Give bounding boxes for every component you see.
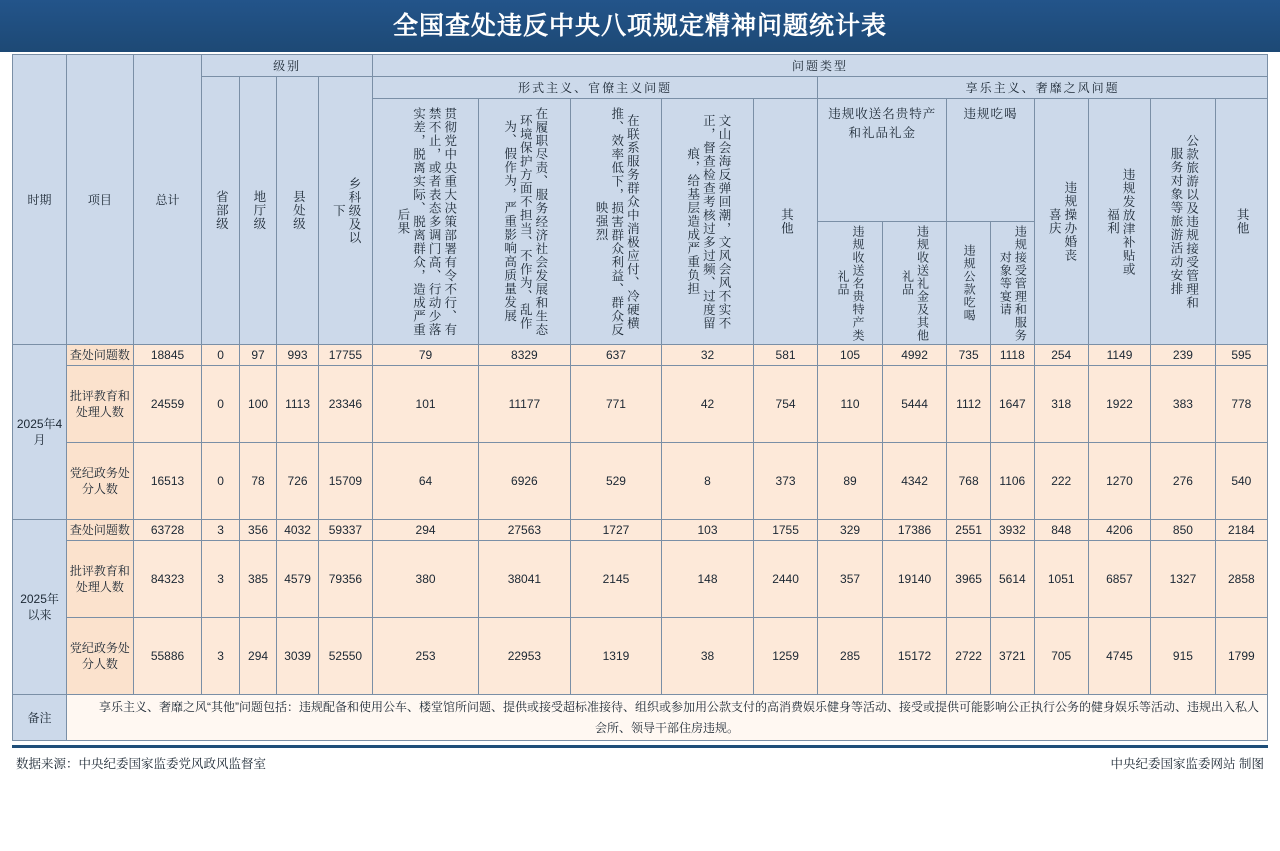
th-level-2: 县处级: [277, 77, 319, 345]
th-hedonism-5: 其他: [1215, 99, 1267, 345]
cell: 222: [1034, 443, 1088, 520]
cell: 294: [239, 618, 276, 695]
cell: 23346: [318, 366, 372, 443]
cell: 38041: [479, 541, 571, 618]
row-period-label: 2025年4月: [13, 345, 67, 520]
th-hedonism-1: 违规吃喝: [947, 99, 1034, 222]
cell: 22953: [479, 618, 571, 695]
cell: 103: [662, 520, 754, 541]
cell: 848: [1034, 520, 1088, 541]
page-title: 全国查处违反中央八项规定精神问题统计表: [0, 0, 1280, 54]
th-gift-sub-1: 违规收送礼金及其他礼品: [882, 222, 947, 345]
note-row: [13, 695, 1268, 741]
cell: 3: [202, 520, 239, 541]
cell: 2440: [753, 541, 818, 618]
cell: 55886: [133, 618, 202, 695]
th-formalism-3: 文山会海反弹回潮，文风会风不实不正，督查检查考核过多过频、过度留痕，给基层造成严重负担: [662, 99, 754, 345]
cell: 318: [1034, 366, 1088, 443]
th-level-3: 乡科级及以下: [318, 77, 372, 345]
table-row: [13, 618, 1268, 695]
cell: 97: [239, 345, 276, 366]
cell: 4745: [1088, 618, 1150, 695]
th-problem-type-group: 问题类型: [372, 55, 1267, 77]
cell: 373: [753, 443, 818, 520]
cell: 27563: [479, 520, 571, 541]
cell: 101: [372, 366, 478, 443]
th-level-0: 省部级: [202, 77, 239, 345]
cell: 63728: [133, 520, 202, 541]
cell: 357: [818, 541, 883, 618]
cell: 540: [1215, 443, 1267, 520]
cell: 294: [372, 520, 478, 541]
table-row: [13, 366, 1268, 443]
table-row: [13, 443, 1268, 520]
cell: 1799: [1215, 618, 1267, 695]
cell: 637: [570, 345, 662, 366]
cell: 771: [570, 366, 662, 443]
header-row-1: [13, 55, 1268, 77]
cell: 1327: [1151, 541, 1216, 618]
cell: 0: [202, 345, 239, 366]
cell: 529: [570, 443, 662, 520]
table-row: [13, 520, 1268, 541]
cell: 11177: [479, 366, 571, 443]
cell: 110: [818, 366, 883, 443]
th-hedonism-2: 违规操办婚丧喜庆: [1034, 99, 1088, 345]
th-formalism-group: 形式主义、官僚主义问题: [372, 77, 817, 99]
cell: 329: [818, 520, 883, 541]
cell: 32: [662, 345, 754, 366]
cell: 1727: [570, 520, 662, 541]
cell: 3: [202, 541, 239, 618]
cell: 17386: [882, 520, 947, 541]
cell: 15709: [318, 443, 372, 520]
th-formalism-0: 贯彻党中央重大决策部署有令不行、有禁不止，或者表态多调门高、行动少落实差，脱离实际、脱离群众，造成严重后果: [372, 99, 478, 345]
th-item: 项目: [67, 55, 134, 345]
th-formalism-4: 其他: [753, 99, 818, 345]
cell: 1319: [570, 618, 662, 695]
cell: 17755: [318, 345, 372, 366]
cell: 15172: [882, 618, 947, 695]
cell: 42: [662, 366, 754, 443]
table-row: [13, 541, 1268, 618]
cell: 3039: [277, 618, 319, 695]
cell: 84323: [133, 541, 202, 618]
cell: 1113: [277, 366, 319, 443]
cell: 3: [202, 618, 239, 695]
th-hedonism-group: 享乐主义、奢靡之风问题: [818, 77, 1268, 99]
cell: 24559: [133, 366, 202, 443]
cell: 595: [1215, 345, 1267, 366]
statistics-table: [12, 54, 1268, 741]
cell: 356: [239, 520, 276, 541]
cell: 768: [947, 443, 991, 520]
cell: 6857: [1088, 541, 1150, 618]
table-row: [13, 345, 1268, 366]
cell: 0: [202, 366, 239, 443]
cell: 79356: [318, 541, 372, 618]
cell: 1118: [990, 345, 1034, 366]
cell: 38: [662, 618, 754, 695]
cell: 383: [1151, 366, 1216, 443]
row-item-label: 批评教育和处理人数: [67, 366, 134, 443]
cell: 735: [947, 345, 991, 366]
cell: 8: [662, 443, 754, 520]
cell: 2722: [947, 618, 991, 695]
cell: 1647: [990, 366, 1034, 443]
cell: 276: [1151, 443, 1216, 520]
cell: 4032: [277, 520, 319, 541]
cell: 4342: [882, 443, 947, 520]
cell: 239: [1151, 345, 1216, 366]
note-label: 备注: [13, 695, 67, 741]
cell: 100: [239, 366, 276, 443]
th-gift-sub-0: 违规收送名贵特产类礼品: [818, 222, 883, 345]
th-hedonism-4: 公款旅游以及违规接受管理和服务对象等旅游活动安排: [1151, 99, 1216, 345]
cell: 705: [1034, 618, 1088, 695]
row-item-label: 查处问题数: [67, 345, 134, 366]
cell: 3965: [947, 541, 991, 618]
cell: 79: [372, 345, 478, 366]
cell: 2184: [1215, 520, 1267, 541]
cell: 385: [239, 541, 276, 618]
cell: 148: [662, 541, 754, 618]
th-hedonism-3: 违规发放津补贴或福利: [1088, 99, 1150, 345]
cell: 285: [818, 618, 883, 695]
cell: 1922: [1088, 366, 1150, 443]
cell: 18845: [133, 345, 202, 366]
cell: 52550: [318, 618, 372, 695]
footer: [12, 748, 1268, 772]
cell: 4579: [277, 541, 319, 618]
cell: 0: [202, 443, 239, 520]
cell: 64: [372, 443, 478, 520]
cell: 1106: [990, 443, 1034, 520]
cell: 380: [372, 541, 478, 618]
row-item-label: 党纪政务处分人数: [67, 443, 134, 520]
th-formalism-1: 在履职尽责、服务经济社会发展和生态环境保护方面不担当、不作为、乱作为、假作为，严重影响高质量发展: [479, 99, 571, 345]
th-total: 总计: [133, 55, 202, 345]
cell: 59337: [318, 520, 372, 541]
cell: 1112: [947, 366, 991, 443]
row-period-label: 2025年以来: [13, 520, 67, 695]
cell: 581: [753, 345, 818, 366]
cell: 8329: [479, 345, 571, 366]
cell: 4992: [882, 345, 947, 366]
cell: 3932: [990, 520, 1034, 541]
cell: 19140: [882, 541, 947, 618]
cell: 778: [1215, 366, 1267, 443]
cell: 1755: [753, 520, 818, 541]
cell: 915: [1151, 618, 1216, 695]
cell: 3721: [990, 618, 1034, 695]
footer-credit: 中央纪委国家监委网站 制图: [1110, 757, 1264, 772]
cell: 2145: [570, 541, 662, 618]
th-period: 时期: [13, 55, 67, 345]
footer-source: 数据来源：中央纪委国家监委党风政风监督室: [16, 757, 267, 772]
cell: 993: [277, 345, 319, 366]
cell: 5614: [990, 541, 1034, 618]
cell: 78: [239, 443, 276, 520]
cell: 726: [277, 443, 319, 520]
cell: 254: [1034, 345, 1088, 366]
cell: 850: [1151, 520, 1216, 541]
th-hedonism-0: 违规收送名贵特产和礼品礼金: [818, 99, 947, 222]
note-text: 享乐主义、奢靡之风“其他”问题包括：违规配备和使用公车、楼堂馆所问题、提供或接受超标准接待、组织或参加用公款支付的高消费娱乐健身等活动、接受或提供可能影响公正执行公务的健身娱乐等活动、违规出入私人会所、领导干部住房违规。: [67, 695, 1268, 741]
row-item-label: 查处问题数: [67, 520, 134, 541]
cell: 1051: [1034, 541, 1088, 618]
cell: 1259: [753, 618, 818, 695]
th-level-group: 级别: [202, 55, 373, 77]
th-level-1: 地厅级: [239, 77, 276, 345]
th-eat-sub-1: 违规接受管理和服务对象等宴请: [990, 222, 1034, 345]
cell: 2858: [1215, 541, 1267, 618]
cell: 253: [372, 618, 478, 695]
th-formalism-2: 在联系服务群众中消极应付、冷硬横推、效率低下，损害群众利益、群众反映强烈: [570, 99, 662, 345]
cell: 89: [818, 443, 883, 520]
cell: 16513: [133, 443, 202, 520]
cell: 6926: [479, 443, 571, 520]
row-item-label: 党纪政务处分人数: [67, 618, 134, 695]
row-item-label: 批评教育和处理人数: [67, 541, 134, 618]
th-eat-sub-0: 违规公款吃喝: [947, 222, 991, 345]
cell: 2551: [947, 520, 991, 541]
cell: 4206: [1088, 520, 1150, 541]
cell: 1270: [1088, 443, 1150, 520]
cell: 754: [753, 366, 818, 443]
cell: 105: [818, 345, 883, 366]
cell: 1149: [1088, 345, 1150, 366]
cell: 5444: [882, 366, 947, 443]
